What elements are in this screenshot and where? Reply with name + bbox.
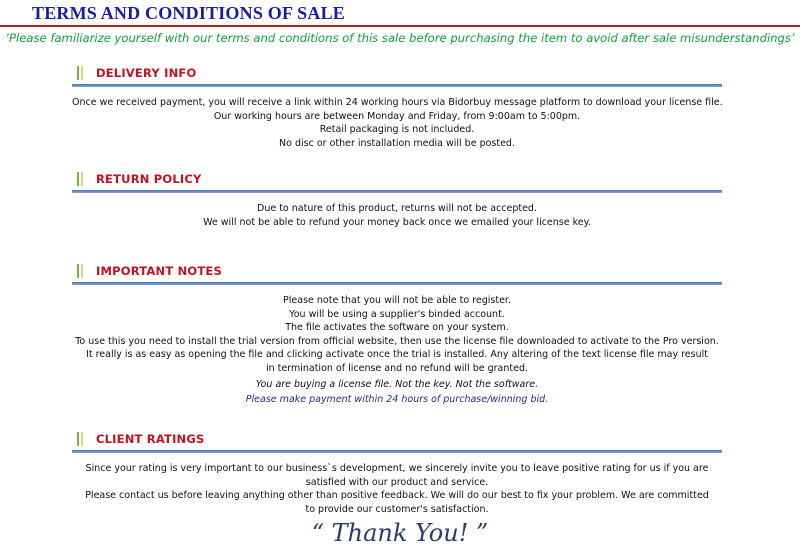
section-marker-icon xyxy=(81,432,83,446)
section-body xyxy=(72,462,722,516)
text-line: Our working hours are between Monday and Friday, from 9:00am to 5:00pm. xyxy=(213,110,581,122)
section-body xyxy=(72,202,722,229)
section-marker-icon xyxy=(81,264,83,278)
section-title: IMPORTANT NOTES xyxy=(96,264,222,278)
section-marker-icon xyxy=(77,264,79,278)
section-header xyxy=(72,172,722,196)
title-divider xyxy=(0,25,800,27)
section-marker-icon xyxy=(77,172,79,186)
section-header xyxy=(72,264,722,288)
section-marker-icon xyxy=(81,66,83,80)
text-line: To use this you need to install the trial version from official website, then use the license file downloaded to activate to the Pro version. xyxy=(75,335,719,347)
thank-you-signature: “ Thank You! ” xyxy=(311,519,489,547)
text-line: Retail packaging is not included. xyxy=(319,124,475,135)
section-title: RETURN POLICY xyxy=(96,172,202,186)
text-line: Since your rating is very important to our business`s development, we sincerely invite you to leave positive rating for us if you are xyxy=(85,463,709,474)
notes-section xyxy=(72,264,722,407)
return-section xyxy=(72,172,722,229)
text-line: You will be using a supplier's binded account. xyxy=(289,308,505,320)
text-line: We will not be able to refund your money back once we emailed your license key. xyxy=(203,216,591,228)
delivery-section xyxy=(72,66,722,150)
payment-note: Please make payment within 24 hours of purchase/winning bid. xyxy=(245,394,549,405)
text-line: satisfied with our product and service. xyxy=(305,476,489,488)
section-divider xyxy=(72,190,722,193)
text-line: to provide our customer's satisfaction. xyxy=(305,503,489,515)
text-line: Due to nature of this product, returns will not be accepted. xyxy=(257,203,537,214)
text-line: Once we received payment, you will receive a link within 24 working hours via Bidorbuy message platform to download your license file. xyxy=(72,97,723,108)
section-header xyxy=(72,66,722,90)
section-marker-icon xyxy=(77,432,79,446)
section-header xyxy=(72,432,722,456)
section-divider xyxy=(72,84,722,87)
section-divider xyxy=(72,282,722,285)
section-marker-icon xyxy=(77,66,79,80)
section-title: DELIVERY INFO xyxy=(96,66,197,80)
text-line: in termination of license and no refund will be granted. xyxy=(265,362,529,374)
text-line: Please contact us before leaving anything other than positive feedback. We will do our best to fix your problem. We are committed xyxy=(85,490,709,501)
section-body xyxy=(72,96,722,150)
text-line: No disc or other installation media will be posted. xyxy=(279,137,515,149)
text-line: Please note that you will not be able to register. xyxy=(283,295,511,306)
section-body xyxy=(72,294,722,375)
section-title: CLIENT RATINGS xyxy=(96,432,205,446)
text-line: It really is as easy as opening the file and clicking activate once the trial is installed. Any altering of the text license file may result xyxy=(86,349,708,360)
page-title: TERMS AND CONDITIONS OF SALE xyxy=(32,3,345,23)
license-emphasis-note: You are buying a license file. Not the key. Not the software. xyxy=(255,379,539,390)
text-line: The file activates the software on your system. xyxy=(285,322,509,333)
section-divider xyxy=(72,450,722,453)
tagline: ‘Please familiarize yourself with our terms and conditions of this sale before purchasing the item to avoid after sale misunderstandings’ xyxy=(5,31,795,45)
section-marker-icon xyxy=(81,172,83,186)
ratings-section xyxy=(72,432,722,516)
